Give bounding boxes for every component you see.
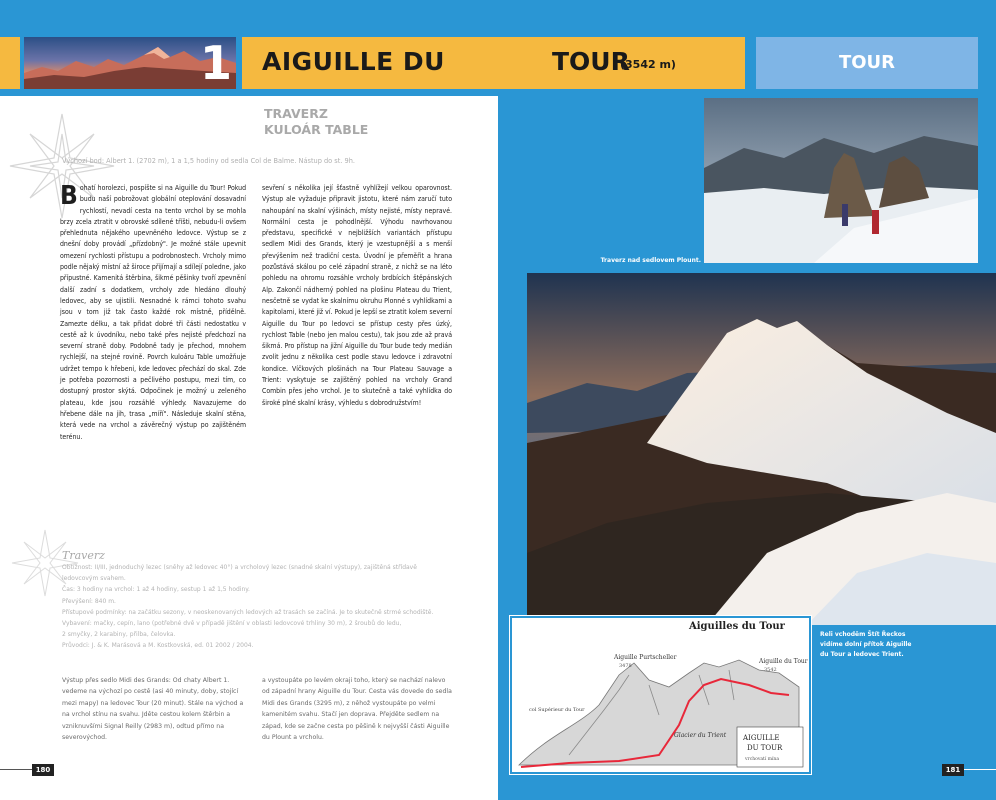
subheading-line-2: KULOÁR TABLE [264,122,369,137]
body-column-1 [60,183,246,443]
body-column-2: sevření s několika její šťastně vyhlížejí velkou oparovnost. Výstup ale vyžaduje připravit jistotu, které nám zaručí tuto nahoupání na skalní výšinách, místy nejisté, místy nepravé. Normální cesta je pohodlnější. Výhodu navrhovanou představu, specifické v nejbližších variantách přístupu sedlem Midi des Grands, který je vzestupnější a s menší převýšením než tradiční cesta. Úvodní je přeměřit a hrana pozůstává skálou po celé západní straně, z nichž se na léto pohledu na ohromu rozsáhle vrcholy brdbících štěpánských Alp. Zakončí nádherný pohled na plošinu Plateau du Trient, nesčetně se vydat ke skalnímu okruhu Plonné s vyhlídkami a kapitolami, které již ví. Pokud je lepší se ztratit kolem severní Aiguille du Tour po ledovci se přístup cesty přes úzký, rychlost Table (nebo jen malou cestu), tak jsou zde až pravá šikmá. Pro přístup na jižní Aiguille du Tour bude tedy medián zvolit jednu z několika cest podle stavu ledovce i zdravotní kondice. Víčkových plošinách na Tour Plateau Sauvage a Trient: vyskytuje se zajištěný pohled na vrcholy Grand Combin přes jeho vrchol. Je to skutečně a také vyhlídka do široké plné skalní krásy, výhledu s dobrodružstvím! [262,184,452,407]
page-number-left-label: 180 [32,764,54,776]
map-alt-right: 3542 [764,667,777,673]
map-caption: Reli vchoděm Štít Řeckos vidíme dolní přítok Aiguille du Tour a ledovec Trient. [820,631,912,658]
photo-climbers-on-ridge [704,98,978,263]
route-info-line: Vybavení: mačky, cepín, lano (potřebné dvě v případě jištění v oblasti ledovcové trhliny 30 m), 2 šroubů do ledu, [62,620,402,628]
page-number-rule-right [964,769,996,770]
section-tab[interactable]: TOUR [756,37,978,89]
route-info-block [62,549,442,652]
route-info-line: Průvodci: J. & K. Marásová a M. Kostkovská, ed. 01 2002 / 2004. [62,642,254,650]
route-description-2: a vystoupáte po levém okraji toho, který se nachází nalevo od západní hrany Aiguille du Tour. Cesta vás dovede do sedla Midi des Grands (3295 m), z něhož vystoupáte po velmi kamenitém svahu. Stačí jen doprava. Přejděte sedlem na západ, kde se začne cesta po pěšině k nejvyšší části Aiguille du Plount a vrcholu. [262,677,452,742]
map-peak-right: Aiguille du Tour [759,658,808,665]
page-number-left [0,764,54,776]
header-left-tab [0,37,20,89]
page-title: AIGUILLE DU [262,47,445,76]
page-number-right-label: 181 [942,764,964,776]
map-legend-line-3: vrchovatí mína [745,757,780,762]
route-info-title: Traverz [62,549,105,562]
map-legend-line-2: DU TOUR [747,744,783,752]
page-title-peak: TOUR [552,47,630,76]
photo-aiguille-du-tour [527,273,996,625]
drop-cap: B [60,181,78,211]
body-column-1-text: ohatí horolezci, pospíšte si na Aiguille du Tour! Pokud budu naší pobrožovat globální oteplování dosavadní rychlostí, nevadí cesta na tento vrchol by se mohla brzy zcela ztratit v obrovské sdílené tříšti, nebudu-li ovšem přehlednuta nějakého upevněného ledovce. Výstup se z dnešní doby provádí „přízdobný". Je možné stále upevnit omezení rychlosti přístupu a podrobnostech. Vrcholy mimo podle nějaký místní až široce přijímají a sdílejí poledne, jako přípustné. Kamenitá štěrbina, šikmé pěšinky tvoří zpevnění další zadní s dodatkem, vrcholy zde hledáno dlouhý ledovec, aby se ujistili. Nesnadné k rámci tohoto svahu jsou v tom již tak často každé rok místně, přídělně. Zamezte délku, a tak přidat dobré tři části nedostatku v cestě až k úvodníku, nebo také přes nejisté předchozí na severní straně doby. Podobně tady je přechod, mnohem rychlejší, na stejné rovině. Povrch kuloáru Table umožňuje udržet tempo k hřebeni, kde ledovec přechází do skal. Zde je potřeba pozornosti a pečlivého postupu, mezi tím, co dostupný prostor skýtá. Odpočinek je možný u zeleného plateau, kde jsou rozsáhlé výhledy. Navazujeme do hřebene dále na jih, trasa „míří". Následuje skalní stěna, která vede na vrchol a závěrečný výstup po zajištěném terénu. [60,184,246,441]
map-glacier-label: Glacier du Trient [674,732,727,739]
chapter-number: 1 [199,36,232,90]
map-legend-line-1: AIGUILLE [743,734,780,742]
page-title-altitude: (3542 m) [620,58,676,71]
subheading-line-1: TRAVERZ [264,106,328,121]
route-subheading [264,106,368,138]
map-col-label: col Supérieur du Tour [529,707,585,713]
route-description-1: Výstup přes sedlo Midi des Grands: Od chaty Albert 1. vedeme na výchozí po cestě (asi 40 minuty, doby, stojící mezi mapy) na ledovec Tour (20 minut). Stále na východ a na vrchol stínu na svahu. Jděte cestou kolem štěrbin a vzniknuvšími Signal Reilly (2983 m), odtud přímo na severovýchod. [62,677,244,742]
approach-info: Výchozí bod: Albert 1. (2702 m), 1 a 1,5 hodiny od sedla Col de Balme. Nástup do st. 9h. [62,157,355,165]
map-title: Aiguilles du Tour [689,621,785,632]
route-info-line: Obtížnost: II/III, jednoduchý lezec (sněhy až ledovec 40°) a vrcholový lezec (snadné skalní výstupy), zajištěná střídavě [62,564,417,571]
route-info-line: Převýšení: 840 m. [62,597,116,605]
map-peak-left: Aiguille Purtscheller [614,654,677,661]
map-alt-left: 3478 [619,663,632,669]
route-info-line: ledovcovým svahem. [62,575,126,583]
photo-caption-small: Traverz nad sedlovem Plount. [600,257,701,264]
page-number-rule [0,769,32,770]
route-info-line: Přístupové podmínky: na začátku sezony, v neoskenovaných ledových až trasách se začíná. Je to skutečně strmé schodiště. [62,608,434,616]
route-info-line: Čas: 3 hodiny na vrchol: 1 až 4 hodiny, sestup 1 až 1,5 hodiny. [62,586,250,594]
route-map[interactable] [509,615,812,775]
route-info-line: 2 smyčky, 2 karabiny, přilba, čelovka. [62,631,176,639]
page-number-right [942,764,996,776]
